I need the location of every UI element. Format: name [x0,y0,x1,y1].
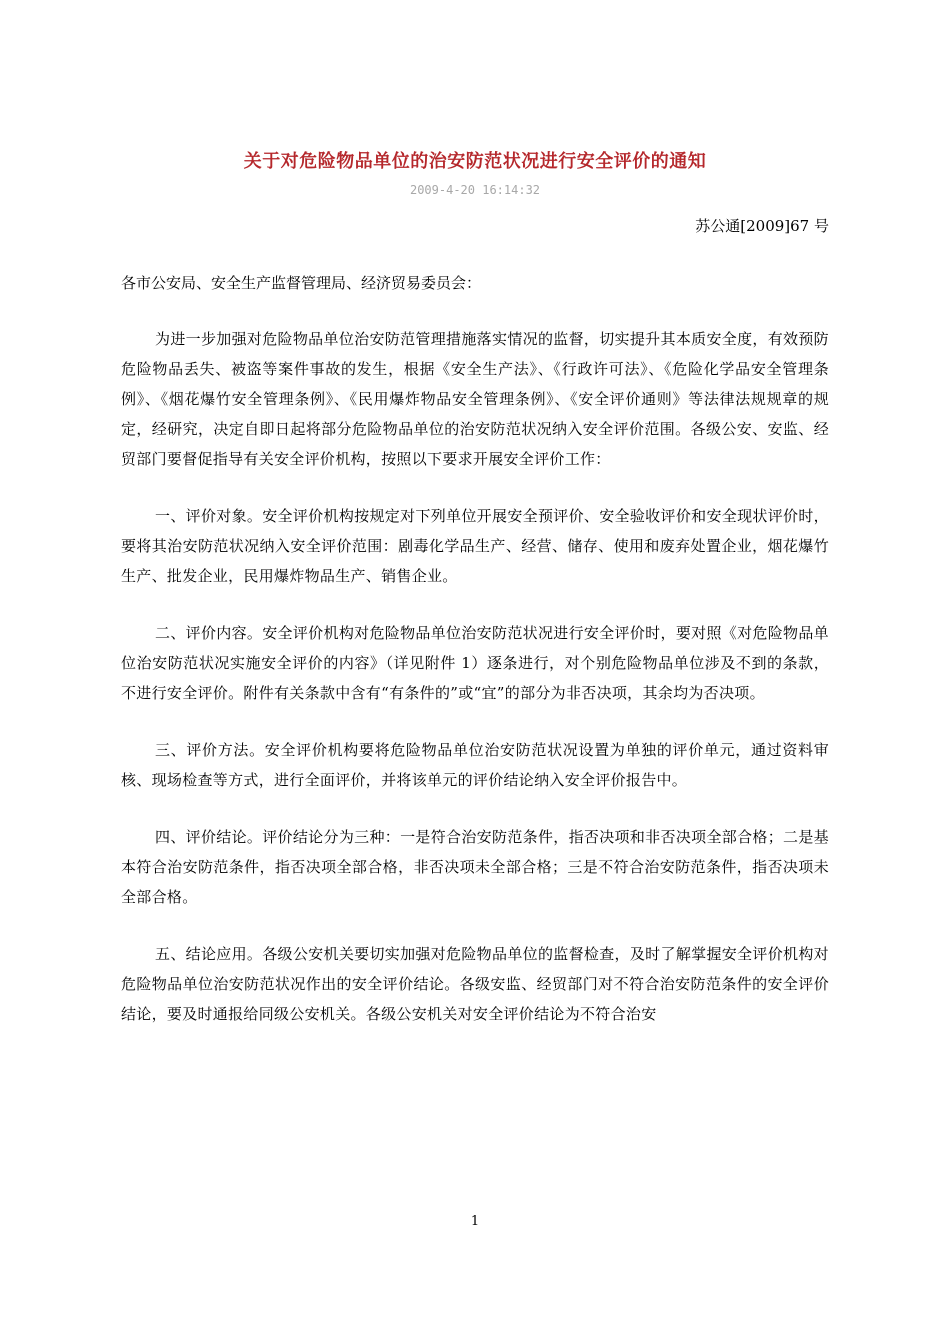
paragraph-intro: 为进一步加强对危险物品单位治安防范管理措施落实情况的监督，切实提升其本质安全度，有效预防危险物品丢失、被盗等案件事故的发生，根据《安全生产法》、《行政许可法》、《危险化学品安全管理条例》、《烟花爆竹安全管理条例》、《民用爆炸物品安全管理条例》、《安全评价通则》等法律法规规章的规定，经研究，决定自即日起将部分危险物品单位的治安防范状况纳入安全评价范围。各级公安、安监、经贸部门要督促指导有关安全评价机构，按照以下要求开展安全评价工作： [121,330,829,468]
document-number: 苏公通[2009]67 号 [695,217,829,235]
page-number: 1 [470,1214,480,1229]
paragraph-evaluation-conclusion: 四、评价结论。评价结论分为三种：一是符合治安防范条件，指否决项和非否决项全部合格；二是基本符合治安防范条件，指否决项全部合格，非否决项未全部合格；三是不符合治安防范条件，指否决项未全部合格。 [121,828,829,906]
page-title: 关于对危险物品单位的治安防范状况进行安全评价的通知 [243,151,707,172]
publish-datetime: 2009-4-20 16:14:32 [409,183,541,197]
paragraph-evaluation-target: 一、评价对象。安全评价机构按规定对下列单位开展安全预评价、安全验收评价和安全现状评价时，要将其治安防范状况纳入安全评价范围：剧毒化学品生产、经营、储存、使用和废弃处置企业，烟花爆竹生产、批发企业，民用爆炸物品生产、销售企业。 [121,507,829,585]
paragraph-evaluation-content: 二、评价内容。安全评价机构对危险物品单位治安防范状况进行安全评价时，要对照《对危险物品单位治安防范状况实施安全评价的内容》（详见附件 1）逐条进行，对个别危险物品单位涉及不到的条款，不进行安全评价。附件有关条款中含有“有条件的”或“宜”的部分为非否决项，其余均为否决项。 [121,624,829,702]
salutation: 各市公安局、安全生产监督管理局、经济贸易委员会： [121,274,482,292]
paragraph-evaluation-method: 三、评价方法。安全评价机构要将危险物品单位治安防范状况设置为单独的评价单元，通过资料审核、现场检查等方式，进行全面评价，并将该单元的评价结论纳入安全评价报告中。 [121,741,829,789]
paragraph-conclusion-application: 五、结论应用。各级公安机关要切实加强对危险物品单位的监督检查，及时了解掌握安全评价机构对危险物品单位治安防范状况作出的安全评价结论。各级安监、经贸部门对不符合治安防范条件的安全评价结论，要及时通报给同级公安机关。各级公安机关对安全评价结论为不符合治安 [121,945,829,1023]
document-body [121,324,829,1056]
